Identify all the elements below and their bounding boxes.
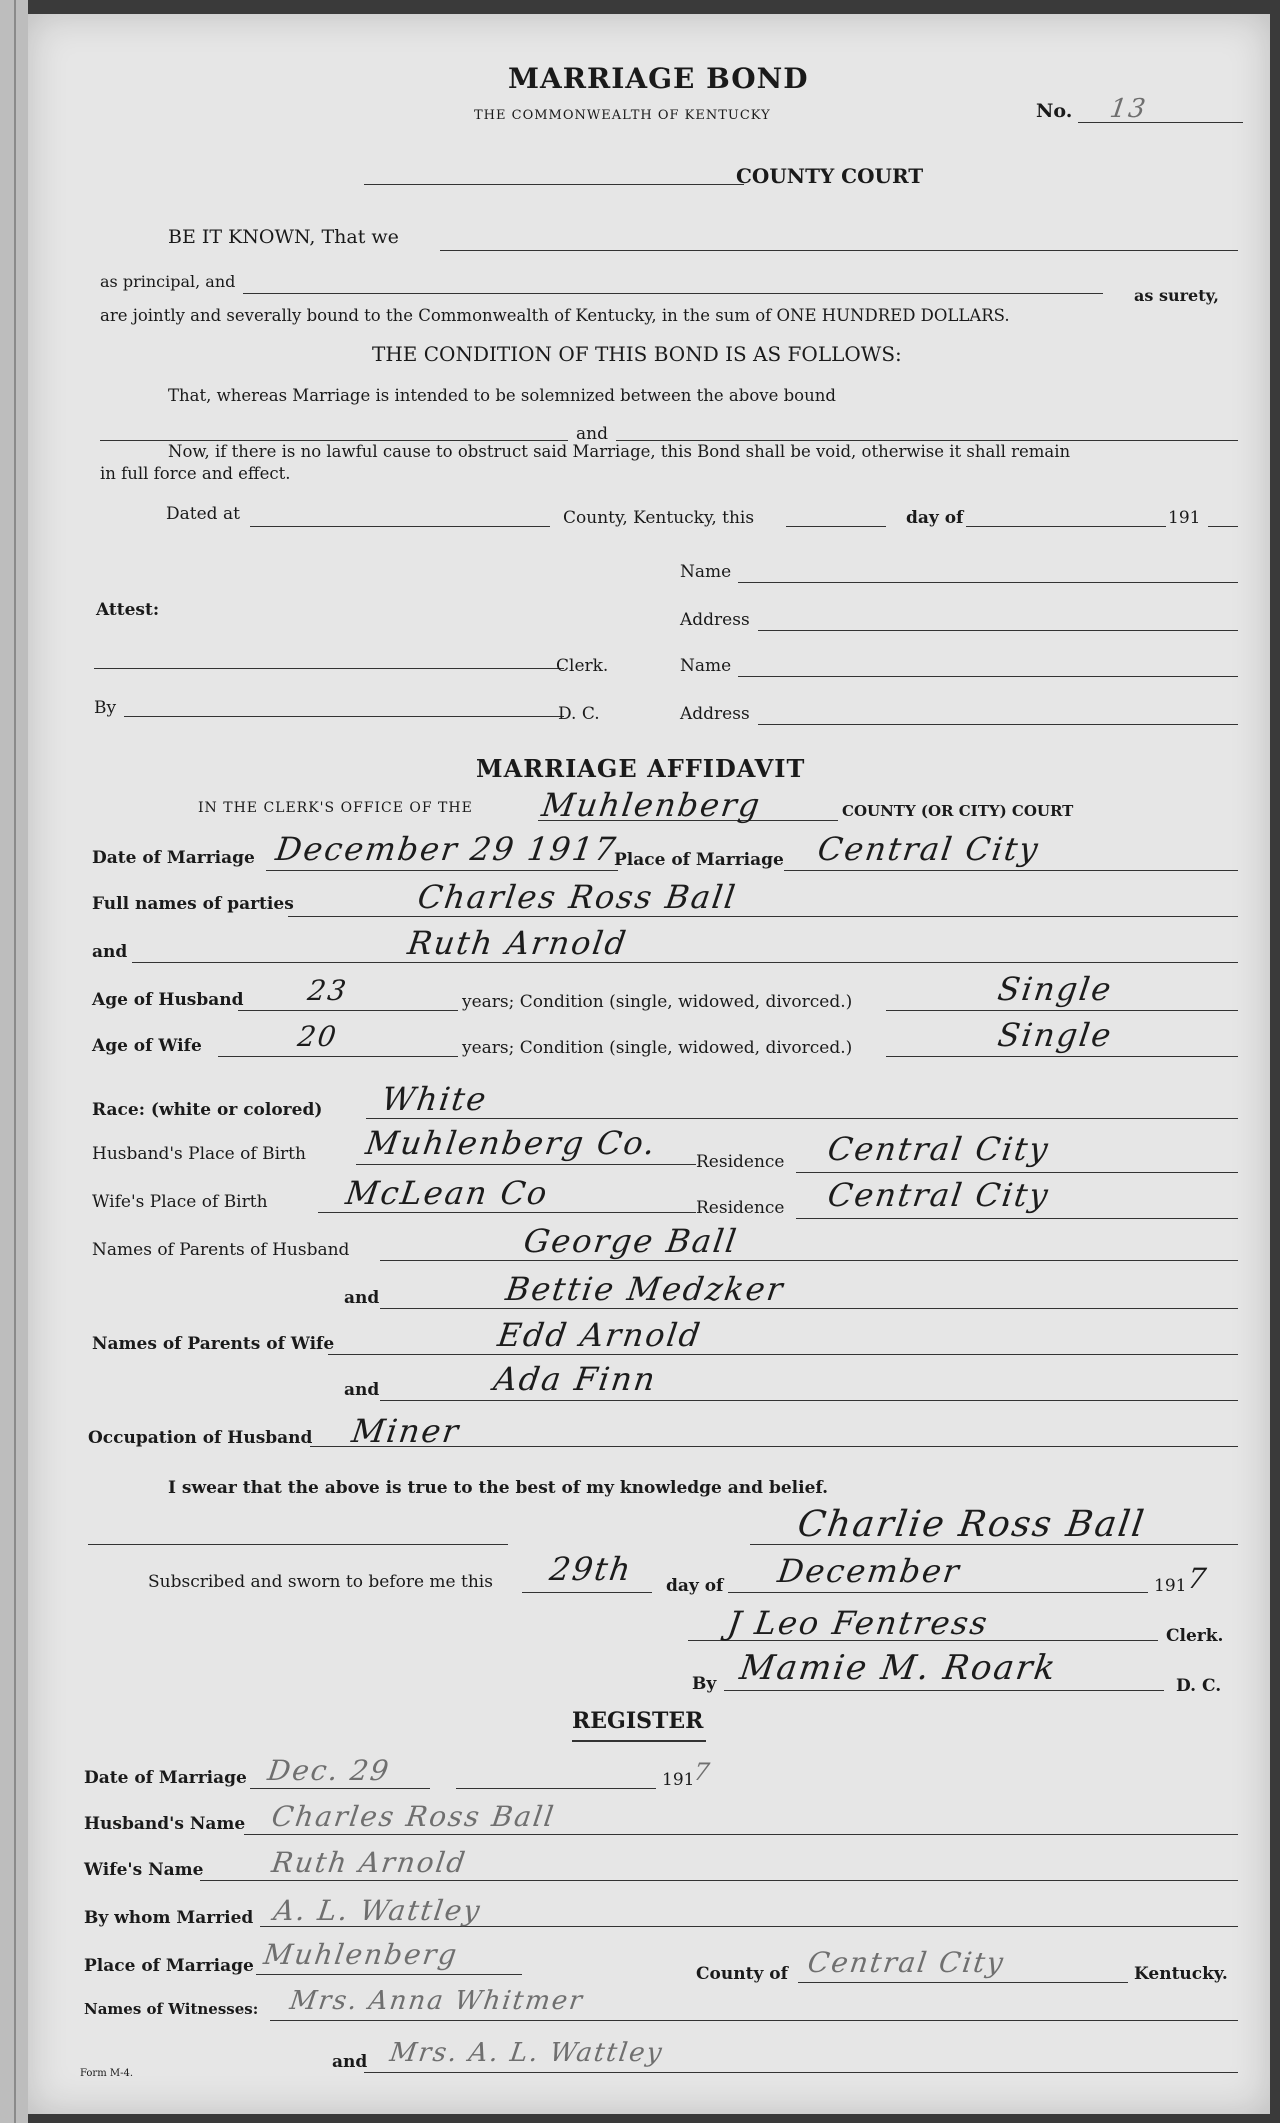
date-of-marriage-label: Date of Marriage: [92, 848, 255, 868]
as-principal: as principal, and: [100, 272, 236, 291]
register-year-prefix: 191: [662, 1770, 695, 1790]
clerks-office-label: IN THE CLERK'S OFFICE OF THE: [198, 800, 473, 816]
bond-number: 13: [1107, 94, 1150, 124]
husband-birthplace-label: Husband's Place of Birth: [92, 1144, 306, 1164]
register-kentucky-label: Kentucky.: [1134, 1964, 1228, 1984]
dated-day-of: day of: [906, 508, 964, 528]
occupation-label: Occupation of Husband: [88, 1428, 313, 1448]
address-label-1: Address: [680, 610, 750, 630]
register-date-value: Dec. 29: [265, 1754, 393, 1787]
sworn-year-prefix: 191: [1154, 1576, 1187, 1596]
age-husband-value: 23: [305, 974, 350, 1007]
deputy-clerk-signature: Mamie M. Roark: [737, 1648, 1060, 1688]
years-condition-husband: years; Condition (single, widowed, divorced.): [462, 992, 853, 1012]
register-witnesses-label: Names of Witnesses:: [84, 2000, 259, 2018]
register-title: REGISTER: [572, 1708, 704, 1734]
affidavit-title: MARRIAGE AFFIDAVIT: [476, 754, 806, 783]
attest-label: Attest:: [96, 600, 160, 620]
mother-husband-value: Bettie Medzker: [503, 1270, 787, 1308]
as-surety: as surety,: [1134, 286, 1219, 305]
county-city-court-label: COUNTY (OR CITY) COURT: [842, 802, 1074, 820]
register-date-label: Date of Marriage: [84, 1768, 247, 1788]
race-label: Race: (white or colored): [92, 1100, 323, 1120]
bond-and: and: [576, 424, 608, 444]
wife-residence-label: Residence: [696, 1198, 785, 1218]
county-court-label: COUNTY COURT: [736, 164, 924, 188]
affidavit-clerk-label: Clerk.: [1166, 1626, 1224, 1646]
affiant-signature: Charlie Ross Ball: [795, 1504, 1149, 1545]
bond-clerk-label: Clerk.: [556, 656, 609, 676]
parents-wife-and: and: [344, 1380, 380, 1400]
full-names-label: Full names of parties: [92, 894, 294, 914]
register-wife-value: Ruth Arnold: [269, 1846, 470, 1879]
register-wife-label: Wife's Name: [84, 1860, 204, 1880]
swear-statement: I swear that the above is true to the best of my knowledge and belief.: [168, 1478, 829, 1498]
be-it-known: BE IT KNOWN, That we: [168, 226, 399, 248]
register-year-digit: 7: [692, 1758, 714, 1786]
sworn-day-of: day of: [666, 1576, 724, 1596]
sworn-month-value: December: [775, 1552, 964, 1590]
now-if-text-2: in full force and effect.: [100, 464, 291, 483]
affidavit-dc-label: D. C.: [1176, 1676, 1222, 1696]
form-number: Form M-4.: [80, 2068, 134, 2079]
condition-husband-value: Single: [995, 970, 1116, 1008]
husband-residence-value: Central City: [825, 1130, 1052, 1168]
county-name: Muhlenberg: [539, 786, 764, 824]
register-county-of-label: County of: [696, 1964, 788, 1984]
register-witness-1: Mrs. Anna Whitmer: [287, 1986, 586, 2016]
register-place-label: Place of Marriage: [84, 1956, 254, 1976]
register-witness-and: and: [332, 2052, 368, 2072]
marriage-bond-document: [28, 14, 1270, 2114]
wife-birthplace-label: Wife's Place of Birth: [92, 1192, 268, 1212]
parties-and-label: and: [92, 942, 128, 962]
date-of-marriage-value: December 29 1917: [273, 830, 620, 868]
place-of-marriage-label: Place of Marriage: [614, 850, 784, 870]
sworn-year-digit: 7: [1185, 1562, 1211, 1595]
clerk-signature: J Leo Fentress: [725, 1604, 992, 1642]
place-of-marriage-value: Central City: [815, 830, 1042, 868]
bond-title: MARRIAGE BOND: [508, 62, 809, 95]
sworn-day-value: 29th: [547, 1550, 635, 1588]
parents-husband-and: and: [344, 1288, 380, 1308]
county-ky-this: County, Kentucky, this: [563, 508, 755, 528]
register-by-whom-label: By whom Married: [84, 1908, 254, 1928]
party-2-name: Ruth Arnold: [405, 924, 631, 962]
husband-residence-label: Residence: [696, 1152, 785, 1172]
affidavit-by-label: By: [692, 1674, 717, 1694]
name-label-1: Name: [680, 562, 732, 582]
dated-year: 191: [1168, 508, 1201, 528]
age-wife-value: 20: [295, 1020, 340, 1053]
party-1-name: Charles Ross Ball: [415, 878, 740, 916]
bond-dc-label: D. C.: [558, 704, 600, 724]
condition-heading: THE CONDITION OF THIS BOND IS AS FOLLOWS:: [372, 342, 902, 366]
parents-husband-label: Names of Parents of Husband: [92, 1240, 350, 1260]
register-husband-label: Husband's Name: [84, 1814, 246, 1834]
bond-number-label: No.: [1036, 100, 1073, 122]
subscribed-sworn-label: Subscribed and sworn to before me this: [148, 1572, 493, 1592]
register-place-value: Muhlenberg: [261, 1938, 461, 1971]
years-condition-wife: years; Condition (single, widowed, divorced.): [462, 1038, 853, 1058]
father-husband-value: George Ball: [521, 1222, 741, 1260]
occupation-value: Miner: [349, 1412, 463, 1450]
dated-at: Dated at: [166, 504, 240, 524]
bond-subtitle: THE COMMONWEALTH OF KENTUCKY: [474, 108, 771, 123]
by-label: By: [94, 698, 117, 718]
binding-edge: [0, 0, 28, 2123]
address-label-2: Address: [680, 704, 750, 724]
register-witness-2: Mrs. A. L. Wattley: [387, 2038, 666, 2068]
age-wife-label: Age of Wife: [92, 1036, 202, 1056]
wife-residence-value: Central City: [825, 1176, 1052, 1214]
register-by-whom-value: A. L. Wattley: [271, 1894, 484, 1927]
register-county-value: Central City: [805, 1946, 1007, 1979]
now-if-text-1: Now, if there is no lawful cause to obstruct said Marriage, this Bond shall be void, otherwise it shall remain: [168, 442, 1071, 461]
husband-birthplace-value: Muhlenberg Co.: [363, 1124, 660, 1162]
father-wife-value: Edd Arnold: [495, 1316, 705, 1354]
race-value: White: [379, 1080, 491, 1118]
parents-wife-label: Names of Parents of Wife: [92, 1334, 335, 1354]
age-husband-label: Age of Husband: [92, 990, 244, 1010]
register-husband-value: Charles Ross Ball: [269, 1800, 558, 1833]
condition-wife-value: Single: [995, 1016, 1116, 1054]
name-label-2: Name: [680, 656, 732, 676]
wife-birthplace-value: McLean Co: [343, 1174, 552, 1212]
whereas-text: That, whereas Marriage is intended to be solemnized between the above bound: [168, 386, 836, 405]
mother-wife-value: Ada Finn: [491, 1360, 660, 1398]
jointly-bound-text: are jointly and severally bound to the Commonwealth of Kentucky, in the sum of ONE HUNDRED DOLLARS.: [100, 306, 1010, 325]
